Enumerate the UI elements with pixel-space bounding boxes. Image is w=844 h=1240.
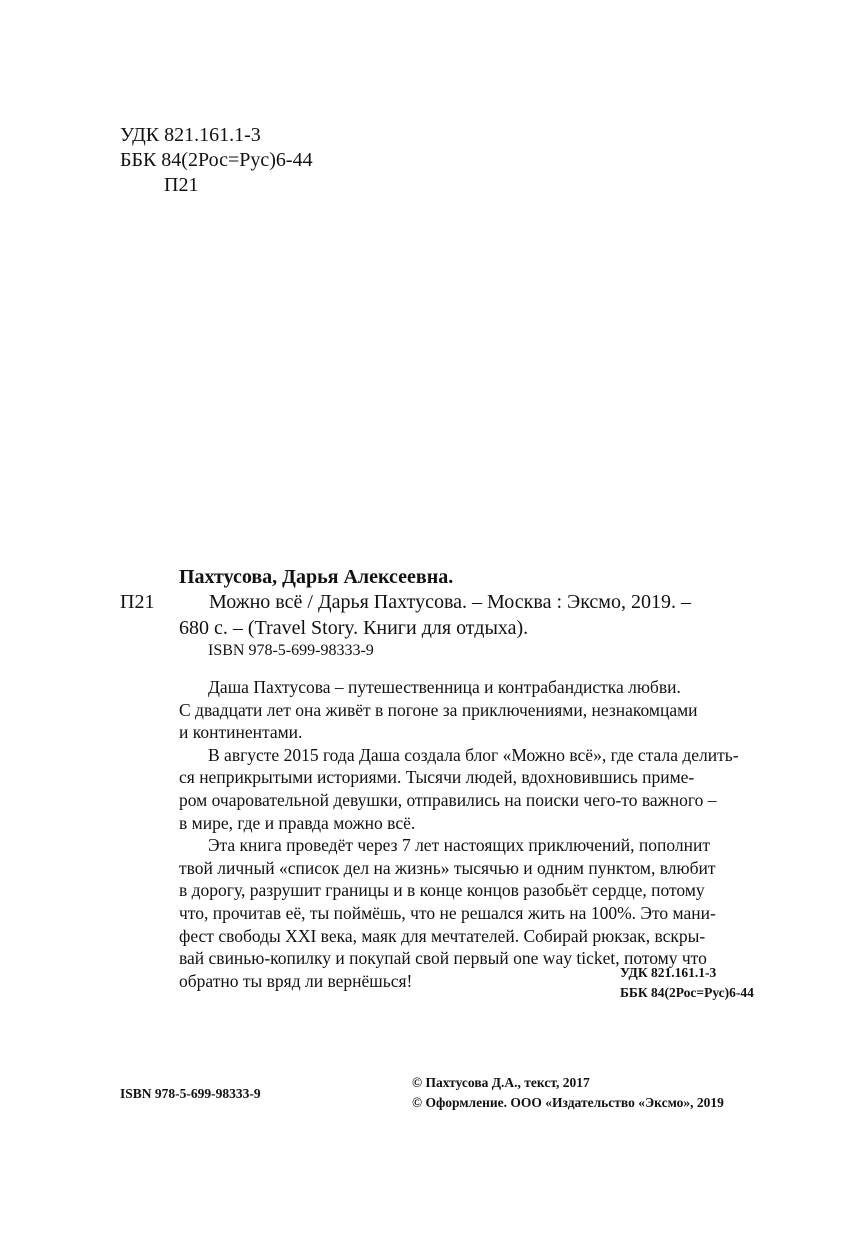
- annotation-line: Эта книга проведёт через 7 лет настоящих приключений, пополнит: [208, 835, 710, 856]
- annotation-line: твой личный «список дел на жизнь» тысячью и одним пунктом, влюбит: [179, 857, 716, 878]
- biblio-line-2: 680 с. – (Travel Story. Книги для отдыха).: [179, 617, 529, 639]
- copyright-design: © Оформление. ООО «Издательство «Эксмо», 2019: [412, 1095, 724, 1110]
- annotation-line: ся неприкрытыми историями. Тысячи людей, вдохновившись приме-: [179, 767, 695, 788]
- bbk-code: ББК 84(2Рос=Рус)6-44: [620, 985, 754, 1000]
- annotation-line: вай свинью-копилку и покупай свой первый one way ticket, потому что: [179, 948, 707, 969]
- annotation-line: фест свободы XXI века, маяк для мечтателей. Собирай рюкзак, вскры-: [179, 925, 706, 946]
- catalog-isbn: ISBN 978-5-699-98333-9: [208, 642, 374, 659]
- bibliographic-description: [179, 589, 771, 641]
- annotation-line: С двадцати лет она живёт в погоне за приключениями, незнакомцами: [179, 699, 698, 720]
- annotation-line: что, прочитав её, ты поймёшь, что не решался жить на 100%. Это мани-: [179, 902, 716, 923]
- catalog-author-mark: П21: [120, 591, 155, 613]
- annotation-line: и континентами.: [179, 722, 303, 743]
- annotation-line: ром очаровательной девушки, отправились на поиски чего-то важного –: [179, 789, 717, 810]
- classification-codes-top: [120, 123, 313, 198]
- udk-code: УДК 821.161.1-3: [620, 965, 717, 980]
- copyright-text: © Пахтусова Д.А., текст, 2017: [412, 1075, 590, 1090]
- annotation-line: Даша Пахтусова – путешественница и контрабандистка любви.: [208, 677, 681, 697]
- classification-codes-right: [620, 963, 754, 1003]
- annotation-line: в мире, где и правда можно всё.: [179, 812, 416, 833]
- copyright-block: [412, 1073, 724, 1113]
- annotation-line: обратно ты вряд ли вернёшься!: [179, 970, 413, 991]
- isbn-bottom: ISBN 978-5-699-98333-9: [120, 1086, 261, 1101]
- bbk-code: ББК 84(2Рос=Рус)6-44: [120, 149, 313, 171]
- biblio-line-1: Можно всё / Дарья Пахтусова. – Москва : Эксмо, 2019. –: [209, 591, 691, 613]
- annotation-line: В августе 2015 года Даша создала блог «Можно всё», где стала делить-: [208, 744, 739, 765]
- annotation: [179, 676, 771, 992]
- annotation-line: в дорогу, разрушит границы и в конце концов разобьёт сердце, потому: [179, 880, 705, 901]
- author-mark: П21: [164, 174, 199, 196]
- udk-code: УДК 821.161.1-3: [120, 124, 261, 146]
- catalog-author: Пахтусова, Дарья Алексеевна.: [179, 566, 454, 588]
